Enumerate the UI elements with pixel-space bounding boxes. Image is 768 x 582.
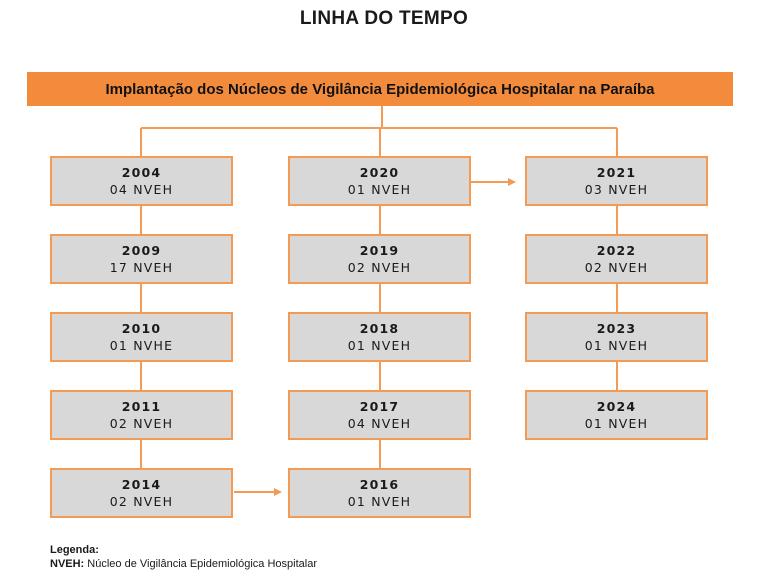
box-year: 2014 xyxy=(121,477,162,492)
legend-abbreviation: NVEH: xyxy=(50,558,85,570)
timeline-box-2020 xyxy=(288,156,471,206)
timeline-box-2004 xyxy=(50,156,233,206)
legend-title: Legenda: xyxy=(50,544,99,556)
box-year: 2010 xyxy=(121,321,162,336)
box-year: 2004 xyxy=(121,165,162,180)
box-count: 01 NVEH xyxy=(584,338,649,353)
box-count: 03 NVEH xyxy=(584,182,649,197)
box-year: 2020 xyxy=(359,165,400,180)
legend-definition: Núcleo de Vigilância Epidemiológica Hospitalar xyxy=(87,558,318,570)
timeline-box-2021 xyxy=(525,156,708,206)
timeline-box-2009 xyxy=(50,234,233,284)
timeline-box-2022 xyxy=(525,234,708,284)
timeline-box-2010 xyxy=(50,312,233,362)
box-year: 2019 xyxy=(359,243,400,258)
box-count: 04 NVEH xyxy=(109,182,174,197)
timeline-box-2023 xyxy=(525,312,708,362)
box-count: 02 NVEH xyxy=(109,494,174,509)
timeline-box-2018 xyxy=(288,312,471,362)
box-year: 2024 xyxy=(596,399,637,414)
box-count: 01 NVEH xyxy=(347,338,412,353)
timeline-box-2019 xyxy=(288,234,471,284)
box-year: 2021 xyxy=(596,165,637,180)
box-year: 2018 xyxy=(359,321,400,336)
box-year: 2017 xyxy=(359,399,400,414)
box-count: 04 NVEH xyxy=(347,416,412,431)
box-count: 02 NVEH xyxy=(347,260,412,275)
timeline-box-2011 xyxy=(50,390,233,440)
box-count: 01 NVEH xyxy=(347,494,412,509)
timeline-box-2016 xyxy=(288,468,471,518)
timeline-box-2017 xyxy=(288,390,471,440)
legend-entry xyxy=(50,557,317,571)
box-year: 2009 xyxy=(121,243,162,258)
box-count: 01 NVEH xyxy=(347,182,412,197)
timeline-banner: Implantação dos Núcleos de Vigilância Epidemiológica Hospitalar na Paraíba xyxy=(27,72,733,106)
page-title: LINHA DO TEMPO xyxy=(299,8,469,29)
box-year: 2011 xyxy=(121,399,162,414)
box-count: 02 NVEH xyxy=(109,416,174,431)
legend xyxy=(50,543,317,571)
box-year: 2022 xyxy=(596,243,637,258)
timeline-box-2024 xyxy=(525,390,708,440)
box-count: 02 NVEH xyxy=(584,260,649,275)
box-year: 2016 xyxy=(359,477,400,492)
timeline-box-2014 xyxy=(50,468,233,518)
box-count: 17 NVEH xyxy=(109,260,174,275)
box-count: 01 NVHE xyxy=(109,338,174,353)
box-count: 01 NVEH xyxy=(584,416,649,431)
box-year: 2023 xyxy=(596,321,637,336)
